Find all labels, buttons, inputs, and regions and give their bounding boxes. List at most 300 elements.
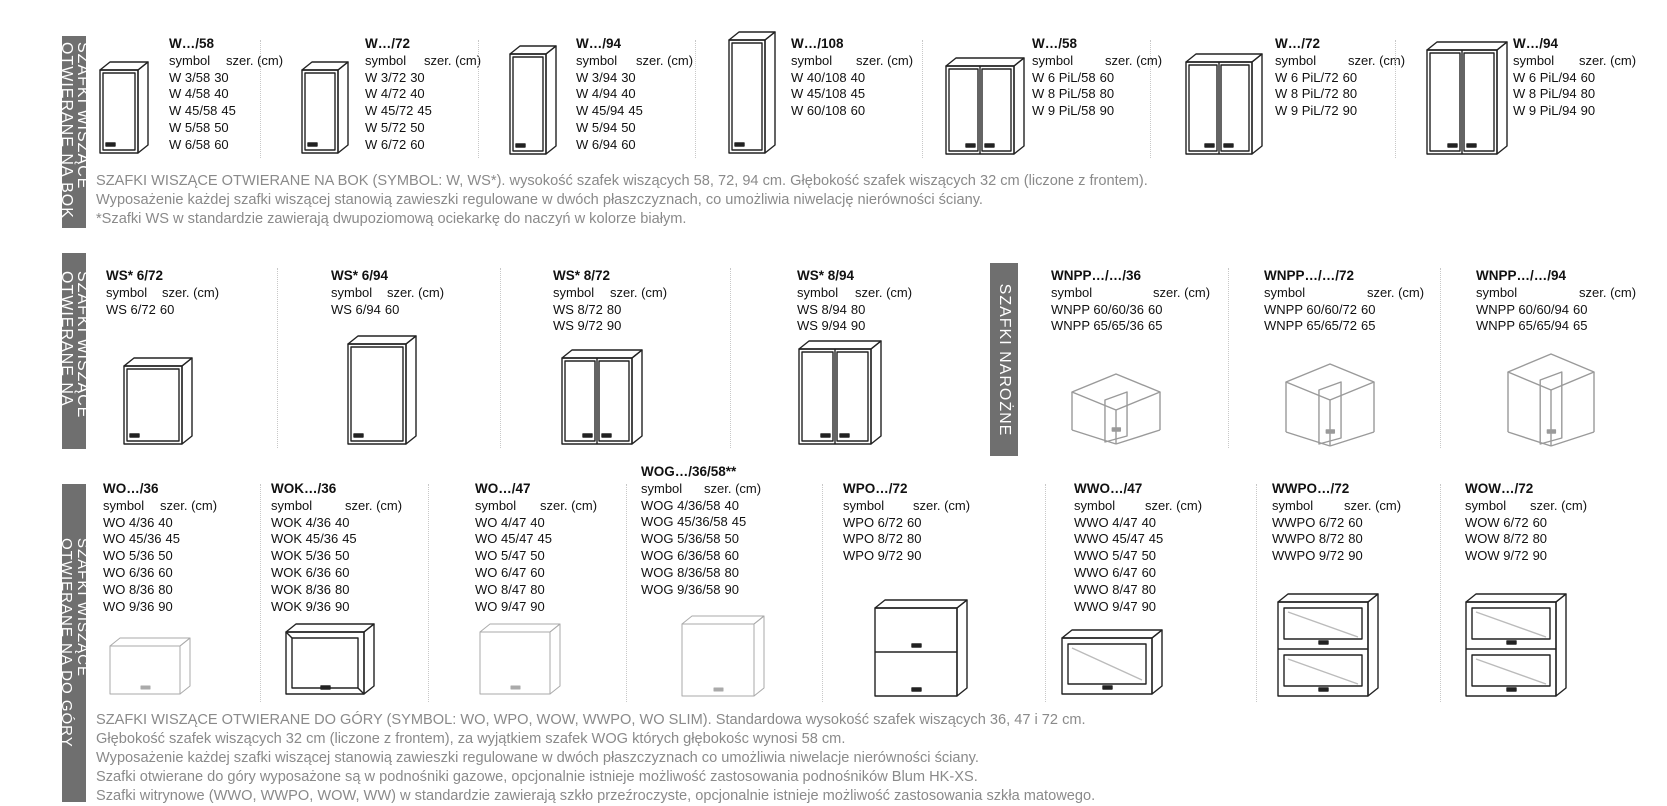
spec-row [365,86,481,103]
cabinet-symbol: WWO 4/47 [1074,514,1138,530]
cabinet-symbol: W 8 PiL/72 [1275,86,1339,102]
width-header: szer. (cm) [226,52,284,68]
cabinet-width: 50 [158,548,173,564]
cabinet-code: W…/72 [365,36,411,51]
cabinet-symbol: W 6 PiL/58 [1032,69,1096,85]
spec-header [331,285,444,302]
column-separator [1440,268,1441,448]
spec-row [1272,548,1401,565]
width-header: szer. (cm) [1145,497,1203,513]
spec-row [475,531,597,548]
spec-row [1264,302,1424,319]
cabinet-symbol: WS 9/94 [797,318,847,334]
cabinet-width: 40 [621,86,636,102]
desc-line: Głębokość szafek wiszących 32 cm (liczone z frontem), za wyjątkiem szafek WOG których głębokośc wynosi 58 cm. [96,731,846,747]
cabinet-drawing [122,356,194,446]
cabinet-spec [553,268,667,335]
section-label-narozne [990,263,1018,456]
section-label-ws [58,253,91,449]
cabinet-symbol: WOK 9/36 [271,598,331,614]
spec-row [553,318,667,335]
cabinet-spec [1275,36,1405,120]
cabinet-width: 60 [724,547,739,563]
cabinet-width: 65 [1572,318,1588,334]
cabinet-drawing [300,60,350,155]
cabinet-symbol: W 45/58 [169,103,218,119]
width-header: szer. (cm) [1348,52,1406,68]
cabinet-width: 50 [410,119,425,135]
cabinet-drawing [1060,628,1164,696]
section-label-narozne-text: SZAFKI NAROŻNE [996,283,1013,436]
column-separator [1256,484,1257,702]
cabinet-symbol: WOW 9/72 [1465,548,1529,564]
cabinet-width: 60 [1572,301,1588,317]
cabinet-width: 60 [850,103,866,119]
cabinet-width: 80 [1099,86,1115,102]
cabinet-drawing [560,348,644,446]
spec-row [1272,515,1401,532]
cabinet-symbol: WWPO 8/72 [1272,531,1345,547]
cabinet-width: 40 [334,514,350,530]
cabinet-width: 60 [410,136,425,152]
symbol-header: symbol [843,497,885,513]
cabinet-code: WPO…/72 [843,481,908,496]
cabinet-drawing [346,334,418,446]
width-header: szer. (cm) [1344,497,1402,513]
cabinet-spec [843,481,970,565]
cabinet-symbol: W 5/72 [365,119,407,135]
cabinet-code: WS* 8/94 [797,268,855,283]
cabinet-drawing [1506,352,1596,448]
spec-row [103,515,217,532]
cabinet-symbol: WO 9/47 [475,598,527,614]
symbol-header: symbol [641,480,683,496]
spec-row [576,137,693,154]
cabinet-symbol: WPO 8/72 [843,531,903,547]
width-header: szer. (cm) [160,497,218,513]
cabinet-width: 50 [1141,548,1157,564]
cabinet-width: 90 [334,598,350,614]
description-side-opening [96,172,1148,229]
cabinet-symbol: WO 8/47 [475,581,527,597]
cabinet-symbol: W 5/94 [576,119,618,135]
symbol-header: symbol [103,497,145,513]
spec-row [1032,70,1162,87]
cabinet-symbol: WNPP 65/65/94 [1476,318,1569,334]
cabinet-symbol: WO 4/36 [103,514,155,530]
spec-row [103,599,217,616]
cabinet-symbol: W 3/94 [576,69,618,85]
width-header: szer. (cm) [162,284,220,300]
cabinet-symbol: WNPP 60/60/36 [1051,301,1144,317]
cabinet-width: 60 [1532,514,1548,530]
cabinet-symbol: W 4/58 [169,86,211,102]
spec-row [791,103,913,120]
spec-header [1032,53,1162,70]
cabinet-width: 90 [530,598,545,614]
cabinet-drawing [1276,592,1380,698]
cabinet-width: 60 [1099,69,1115,85]
width-header: szer. (cm) [1579,284,1637,300]
cabinet-symbol: WOW 6/72 [1465,514,1529,530]
cabinet-spec [169,36,283,154]
cabinet-drawing [944,56,1026,156]
cabinet-symbol: W 9 PiL/72 [1275,103,1339,119]
column-separator [1150,40,1151,158]
desc-line: Szafki witrynowe (WWO, WWPO, WOW, WW) w standardzie zawierają szkło przeźroczyste, opcjonalnie istnieje możliwość zastosowania szkła matowego. [96,788,1096,804]
spec-row [797,302,912,319]
cabinet-spec [1074,481,1202,615]
spec-row [1465,515,1587,532]
cabinet-code: W…/58 [1032,36,1078,51]
spec-row [553,302,667,319]
spec-header [1074,498,1202,515]
cabinet-symbol: WWO 9/47 [1074,598,1138,614]
cabinet-symbol: WOG 45/36/58 [641,514,728,530]
cabinet-spec [641,464,761,598]
cabinet-symbol: WO 45/47 [475,531,534,547]
cabinet-width: 50 [530,548,545,564]
symbol-header: symbol [169,52,211,68]
cabinet-symbol: WWPO 9/72 [1272,548,1345,564]
column-separator [500,268,501,448]
spec-row [169,120,283,137]
spec-row [1074,531,1202,548]
width-header: szer. (cm) [1105,52,1163,68]
spec-row [271,565,402,582]
spec-header [1051,285,1210,302]
cabinet-width: 90 [1532,548,1548,564]
cabinet-code: WWO…/47 [1074,481,1143,496]
spec-row [1513,70,1636,87]
cabinet-symbol: W 45/94 [576,103,625,119]
cabinet-width: 40 [724,497,739,513]
spec-row [576,120,693,137]
spec-row [365,120,481,137]
width-header: szer. (cm) [1530,497,1588,513]
spec-row [641,514,761,531]
cabinet-symbol: W 3/58 [169,69,211,85]
spec-header [475,498,597,515]
cabinet-symbol: W 8 PiL/94 [1513,86,1577,102]
description-up-opening [96,711,1095,806]
symbol-header: symbol [1476,284,1518,300]
column-separator [277,268,278,448]
cabinet-drawing [108,636,192,696]
cabinet-width: 60 [384,301,400,317]
cabinet-width: 40 [1141,514,1157,530]
cabinet-code: WNPP…/…/36 [1051,268,1142,283]
cabinet-drawing [1464,592,1568,698]
desc-line: Wyposażenie każdej szafki wiszącej stanowią zawieszki regulowane w dwóch płaszczyznach co umożliwia niwelacje nierówności ściany. [96,750,979,766]
spec-row [843,531,970,548]
spec-row [1476,318,1636,335]
cabinet-symbol: WOG 4/36/58 [641,497,721,513]
width-header: szer. (cm) [345,497,403,513]
symbol-header: symbol [553,284,595,300]
cabinet-code: WS* 6/72 [106,268,164,283]
spec-row [1074,582,1202,599]
spec-row [475,599,597,616]
spec-row [103,582,217,599]
spec-row [641,565,761,582]
spec-header [271,498,402,515]
cabinet-width: 45 [850,86,866,102]
cabinet-width: 90 [724,581,739,597]
desc-line: Wyposażenie każdej szafki wiszącej stanowią zawieszki regulowane w dwóch płaszczyznach, co umożliwia niwelację nierówności ściany. [96,192,983,208]
cabinet-width: 40 [158,514,173,530]
spec-row [271,531,402,548]
cabinet-symbol: WWO 45/47 [1074,531,1145,547]
cabinet-spec [791,36,913,120]
cabinet-width: 80 [724,564,739,580]
spec-row [106,302,219,319]
cabinet-symbol: W 5/58 [169,119,211,135]
cabinet-width: 80 [906,531,922,547]
cabinet-width: 45 [165,531,180,547]
cabinet-code: WO…/36 [103,481,159,496]
cabinet-width: 45 [342,531,357,547]
cabinet-symbol: W 9 PiL/58 [1032,103,1096,119]
spec-row [1032,86,1162,103]
cabinet-symbol: WNPP 65/65/72 [1264,318,1357,334]
cabinet-symbol: WO 8/36 [103,581,155,597]
cabinet-width: 80 [1342,86,1358,102]
cabinet-code: W…/94 [1513,36,1559,51]
cabinet-symbol: WOW 8/72 [1465,531,1529,547]
cabinet-width: 60 [621,136,636,152]
cabinet-spec [331,268,444,318]
cabinet-code: W…/94 [576,36,622,51]
desc-line: *Szafki WS w standardzie zawierają dwupoziomową ociekarkę do naczyń w kolorze białym. [96,211,687,227]
width-header: szer. (cm) [1367,284,1425,300]
spec-header [169,53,283,70]
spec-row [843,548,970,565]
cabinet-width: 40 [410,86,425,102]
cabinet-symbol: WS 6/94 [331,301,381,317]
symbol-header: symbol [1032,52,1074,68]
cabinet-symbol: WS 8/94 [797,301,847,317]
cabinet-width: 60 [159,301,175,317]
spec-header [641,481,761,498]
column-separator [730,268,731,448]
cabinet-width: 60 [1360,301,1376,317]
column-separator [478,40,479,158]
cabinet-width: 50 [214,119,229,135]
cabinet-width: 90 [1342,103,1358,119]
spec-row [169,137,283,154]
cabinet-symbol: WOK 5/36 [271,548,331,564]
spec-row [331,302,444,319]
cabinet-drawing [873,598,969,698]
spec-row [791,70,913,87]
cabinet-symbol: WO 9/36 [103,598,155,614]
cabinet-symbol: WPO 9/72 [843,548,903,564]
spec-header [1476,285,1636,302]
symbol-header: symbol [791,52,833,68]
cabinet-symbol: WWO 6/47 [1074,564,1138,580]
cabinet-symbol: WS 9/72 [553,318,603,334]
cabinet-width: 90 [606,318,622,334]
cabinet-symbol: WPO 6/72 [843,514,903,530]
symbol-header: symbol [365,52,407,68]
spec-row [1051,302,1210,319]
cabinet-width: 40 [530,514,545,530]
spec-row [641,582,761,599]
section-label-gora [58,484,91,802]
spec-header [576,53,693,70]
cabinet-symbol: WWO 5/47 [1074,548,1138,564]
spec-row [1275,103,1405,120]
cabinet-width: 80 [1532,531,1548,547]
column-separator [1228,268,1229,448]
symbol-header: symbol [797,284,839,300]
column-separator [626,484,627,702]
spec-row [1051,318,1210,335]
spec-row [271,582,402,599]
cabinet-symbol: WOG 9/36/58 [641,581,721,597]
cabinet-width: 60 [1141,564,1157,580]
cabinet-symbol: W 9 PiL/94 [1513,103,1577,119]
cabinet-drawing [508,44,558,156]
symbol-header: symbol [106,284,148,300]
cabinet-symbol: WO 5/36 [103,548,155,564]
cabinet-symbol: WS 6/72 [106,301,156,317]
cabinet-drawing [727,30,777,155]
cabinet-symbol: W 4/94 [576,86,618,102]
cabinet-width: 60 [530,564,545,580]
symbol-header: symbol [1272,497,1314,513]
cabinet-spec [1465,481,1587,565]
spec-row [103,565,217,582]
desc-line: SZAFKI WISZĄCE OTWIERANE NA BOK (SYMBOL: W, WS*). wysokość szafek wiszących 58, 72, 94 cm. Głębokość szafek wiszących 32 cm (liczone z frontem). [96,173,1148,189]
symbol-header: symbol [1275,52,1317,68]
cabinet-code: WNPP…/…/94 [1476,268,1567,283]
width-header: szer. (cm) [610,284,668,300]
spec-row [1074,548,1202,565]
cabinet-width: 60 [906,514,922,530]
width-header: szer. (cm) [424,52,482,68]
symbol-header: symbol [331,284,373,300]
spec-row [1465,531,1587,548]
symbol-header: symbol [1465,497,1507,513]
cabinet-symbol: WNPP 60/60/94 [1476,301,1569,317]
cabinet-symbol: W 45/72 [365,103,414,119]
cabinet-spec [1476,268,1636,335]
spec-header [1513,53,1636,70]
cabinet-symbol: WOK 6/36 [271,564,331,580]
cabinet-drawing [1284,362,1376,448]
cabinet-width: 30 [621,69,636,85]
symbol-header: symbol [1051,284,1093,300]
spec-row [271,515,402,532]
cabinet-symbol: W 60/108 [791,103,847,119]
cabinet-width: 60 [1580,69,1596,85]
spec-row [103,531,217,548]
width-header: szer. (cm) [387,284,445,300]
cabinet-symbol: W 6/72 [365,136,407,152]
cabinet-code: WOK…/36 [271,481,337,496]
cabinet-symbol: WO 6/47 [475,564,527,580]
cabinet-symbol: WOG 8/36/58 [641,564,721,580]
symbol-header: symbol [1513,52,1555,68]
cabinet-spec [1272,481,1401,565]
spec-row [169,70,283,87]
cabinet-width: 45 [537,531,552,547]
cabinet-symbol: WWPO 6/72 [1272,514,1345,530]
spec-row [1272,531,1401,548]
cabinet-width: 80 [1580,86,1596,102]
cabinet-symbol: WOG 5/36/58 [641,531,721,547]
spec-header [843,498,970,515]
cabinet-drawing [98,60,150,155]
spec-row [169,103,283,120]
cabinet-code: WO…/47 [475,481,531,496]
cabinet-width: 80 [158,581,173,597]
spec-header [797,285,912,302]
cabinet-drawing [284,622,376,696]
spec-row [641,498,761,515]
spec-row [1074,565,1202,582]
cabinet-width: 80 [334,581,350,597]
cabinet-symbol: WNPP 60/60/72 [1264,301,1357,317]
column-separator [1395,40,1396,158]
symbol-header: symbol [1074,497,1116,513]
spec-row [475,582,597,599]
cabinet-width: 65 [1147,318,1163,334]
cabinet-spec [475,481,597,615]
cabinet-drawing [478,622,562,696]
spec-row [576,70,693,87]
spec-header [106,285,219,302]
cabinet-code: WS* 8/72 [553,268,611,283]
cabinet-width: 90 [158,598,173,614]
spec-row [1275,86,1405,103]
cabinet-spec [1032,36,1162,120]
cabinet-width: 60 [1348,514,1363,530]
cabinet-width: 80 [606,301,622,317]
width-header: szer. (cm) [1153,284,1211,300]
cabinet-width: 90 [1141,598,1157,614]
desc-line: SZAFKI WISZĄCE OTWIERANE DO GÓRY (SYMBOL: WO, WPO, WOW, WWPO, WO SLIM). Standardowa wysokość szafek wiszących 36, 47 i 72 cm. [96,712,1086,728]
spec-header [1264,285,1424,302]
cabinet-width: 80 [1348,531,1363,547]
section-label-bok-text: SZAFKI WISZĄCE OTWIERANE NA BOK [58,42,91,219]
cabinet-width: 50 [621,119,636,135]
cabinet-symbol: WNPP 65/65/36 [1051,318,1144,334]
cabinet-width: 30 [214,69,229,85]
spec-row [1032,103,1162,120]
cabinet-code: W…/72 [1275,36,1321,51]
cabinet-width: 60 [158,564,173,580]
section-label-ws-text: SZAFKI WISZĄCE OTWIERANE NA [58,271,91,419]
spec-header [1272,498,1401,515]
spec-row [103,548,217,565]
cabinet-drawing [1425,40,1509,156]
width-header: szer. (cm) [636,52,694,68]
cabinet-width: 50 [724,531,739,547]
symbol-header: symbol [271,497,313,513]
cabinet-spec [576,36,693,154]
section-label-gora-text: SZAFKI WISZĄCE OTWIERANE NA DO GÓRY [58,538,91,748]
cabinet-code: WOG…/36/58** [641,464,737,479]
cabinet-symbol: WWO 8/47 [1074,581,1138,597]
cabinet-width: 65 [1360,318,1376,334]
cabinet-width: 60 [1147,301,1163,317]
cabinet-symbol: WO 45/36 [103,531,162,547]
cabinet-width: 45 [417,103,432,119]
spec-row [641,531,761,548]
